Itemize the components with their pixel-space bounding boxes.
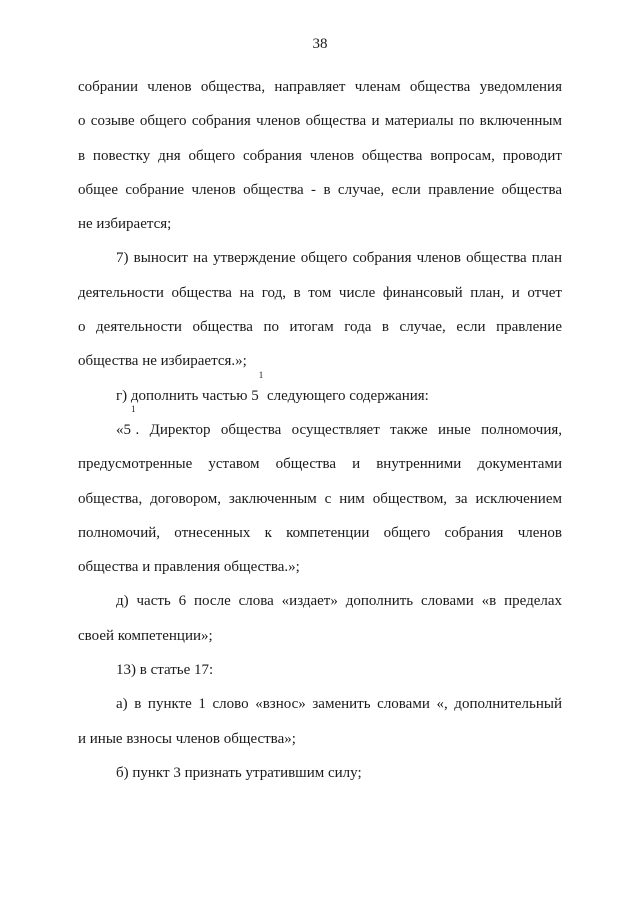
text-line: в повестку дня общего собрания членов общества вопросам, проводит (78, 147, 562, 164)
text-line: общее собрание членов общества - в случае, если правление общества (78, 181, 562, 198)
text-line: 7) выносит на утверждение общего собрания членов общества план (116, 250, 562, 267)
text-fragment: «5 (116, 421, 131, 438)
text-line: о созыве общего собрания членов общества и материалы по включенным (78, 113, 562, 130)
superscript: 1 (258, 369, 264, 380)
text-line: д) часть 6 после слова «издает» дополнить словами «в пределах (116, 593, 562, 610)
text-line: а) в пункте 1 слово «взнос» заменить словами «, дополнительный (116, 696, 562, 713)
text-line: предусмотренные уставом общества и внутренними документами (78, 456, 562, 473)
text-line: о деятельности общества по итогам года в случае, если правление (78, 319, 562, 336)
text-line (78, 403, 562, 447)
text-line (78, 369, 562, 413)
text-fragment: г) дополнить частью 5 (116, 387, 259, 404)
text-line: общества не избирается.»; (78, 353, 247, 370)
text-line: не избирается; (78, 216, 172, 233)
text-line: общества, договором, заключенным с ним обществом, за исключением (78, 490, 562, 507)
text-line: общества и правления общества.»; (78, 559, 300, 576)
body-text (78, 70, 562, 790)
superscript: 1 (131, 403, 136, 414)
text-line: своей компетенции»; (78, 627, 213, 644)
text-line: 13) в статье 17: (116, 662, 214, 679)
text-line: собрании членов общества, направляет членам общества уведомления (78, 79, 562, 95)
text-line: и иные взносы членов общества»; (78, 730, 296, 747)
text-line: деятельности общества на год, в том числе финансовый план, и отчет (78, 284, 562, 301)
text-line: полномочий, отнесенных к компетенции общего собрания членов (78, 524, 562, 541)
text-fragment: . Директор общества осуществляет также иные полномочия, (135, 421, 562, 438)
text-line: б) пункт 3 признать утратившим силу; (116, 764, 362, 781)
text-fragment: следующего содержания: (263, 387, 429, 404)
page-number: 38 (312, 36, 328, 52)
